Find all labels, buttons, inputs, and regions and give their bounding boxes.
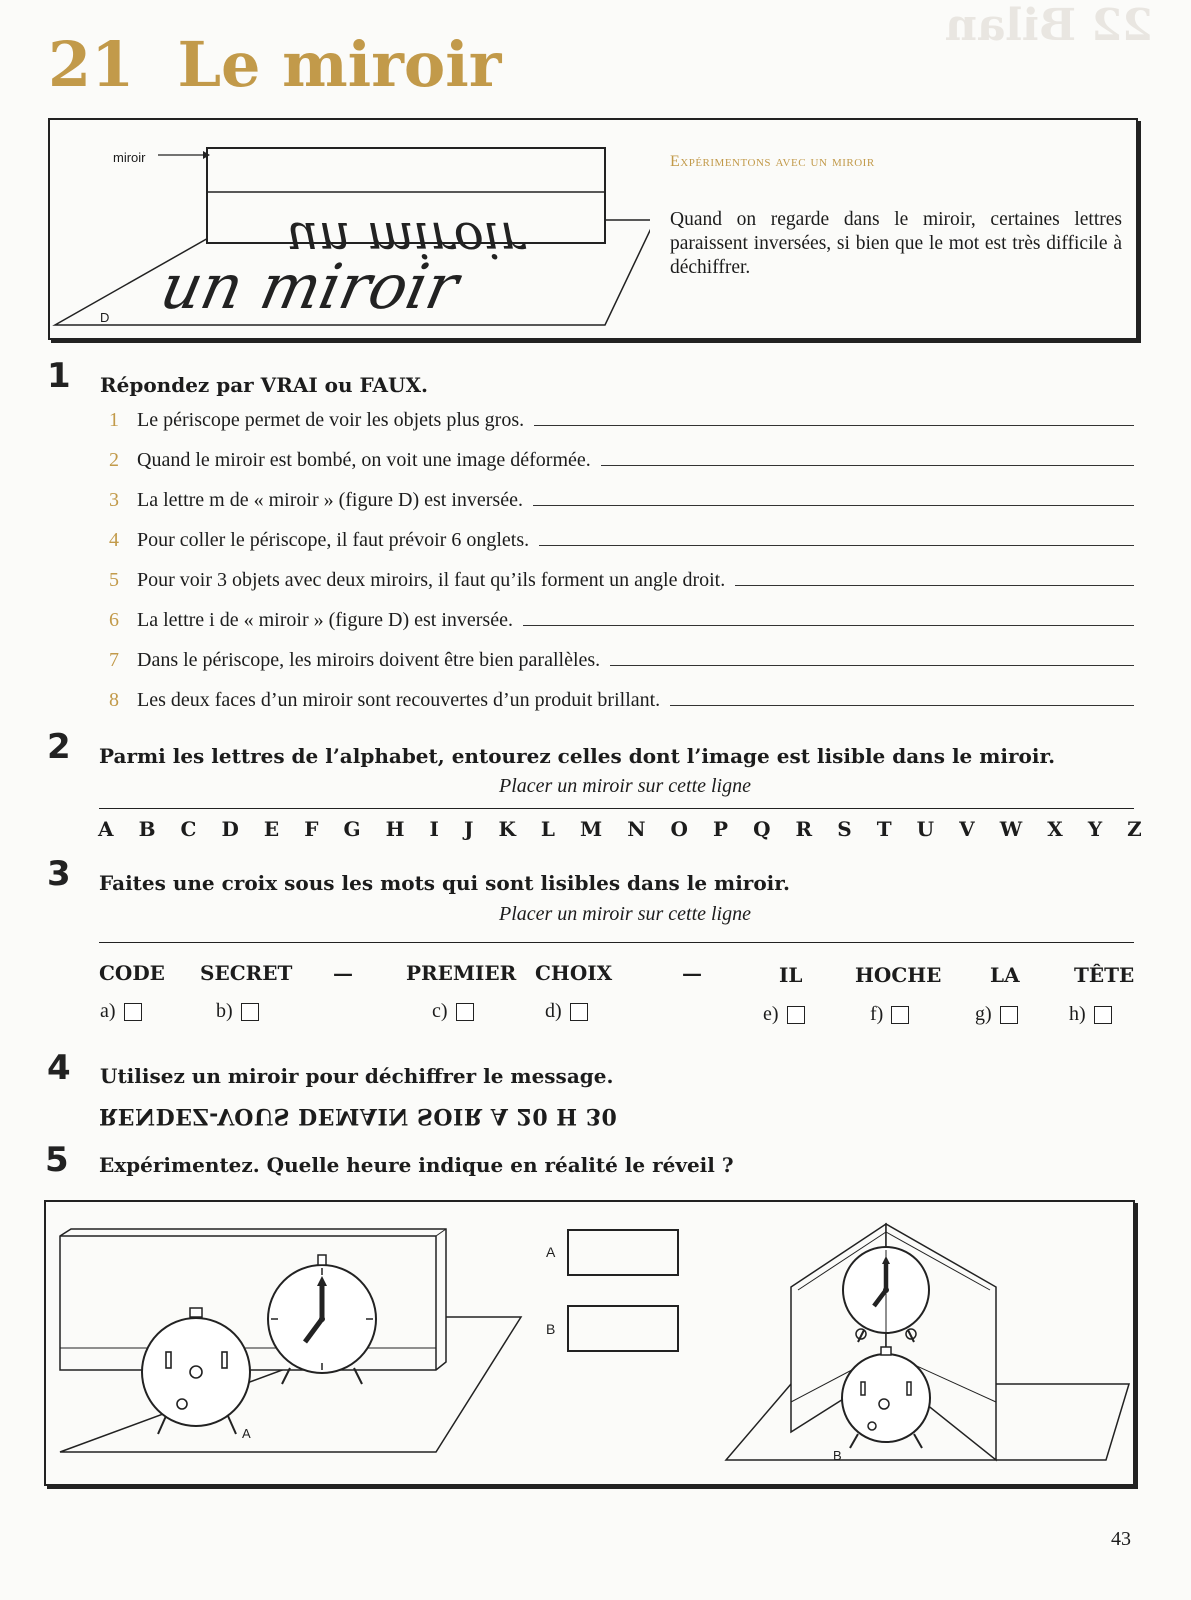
letter[interactable]: A	[98, 817, 114, 841]
answer-line[interactable]	[523, 624, 1134, 626]
question-number: 1	[109, 409, 119, 431]
question-number: 5	[109, 569, 119, 591]
question-number: 2	[109, 449, 119, 471]
exercise-1-number: 1	[47, 356, 71, 396]
letter[interactable]: T	[876, 817, 892, 841]
figure-word: un miroir	[154, 250, 465, 323]
answer-box-a	[568, 1230, 678, 1275]
option-a	[100, 1000, 142, 1023]
separator-dash: —	[333, 961, 353, 985]
answer-line[interactable]	[610, 664, 1134, 666]
answer-label-a: A	[546, 1244, 556, 1260]
question-row	[109, 682, 1134, 712]
word-code: CODE	[99, 961, 165, 985]
letter[interactable]: E	[263, 817, 280, 841]
exercise-4-title: Utilisez un miroir pour déchiffrer le message.	[100, 1064, 614, 1088]
question-text: Pour voir 3 objets avec deux miroirs, il faut qu’ils forment un angle droit.	[137, 569, 726, 591]
option-h	[1069, 1003, 1112, 1026]
letter[interactable]: O	[670, 817, 688, 841]
letter[interactable]: K	[498, 817, 516, 841]
question-number: 8	[109, 689, 119, 711]
letter[interactable]: R	[795, 817, 813, 841]
answer-line[interactable]	[539, 544, 1134, 546]
exercise-1-title: Répondez par VRAI ou FAUX.	[100, 373, 428, 397]
checkbox[interactable]	[1094, 1006, 1112, 1024]
question-text: Le périscope permet de voir les objets plus gros.	[137, 409, 525, 431]
checkbox[interactable]	[1000, 1006, 1018, 1024]
letter[interactable]: G	[343, 817, 361, 841]
question-text: La lettre i de « miroir » (figure D) est inversée.	[137, 609, 513, 631]
letter[interactable]: N	[627, 817, 646, 841]
option-label: h)	[1069, 1003, 1086, 1025]
exercise-4-number: 4	[47, 1048, 71, 1088]
letter[interactable]: W	[999, 817, 1023, 841]
question-row	[109, 482, 1134, 512]
intro-text: Quand on regarde dans le miroir, certaines lettres paraissent inversées, si bien que le mot est très difficile à déchiffrer.	[670, 209, 1122, 278]
exercise-2-number: 2	[47, 727, 71, 767]
clock-label-b: B	[833, 1448, 842, 1463]
letter[interactable]: P	[712, 817, 729, 841]
letter[interactable]: I	[429, 817, 439, 841]
question-number: 7	[109, 649, 119, 671]
mirror-line	[99, 808, 1134, 809]
word-premier: PREMIER	[406, 961, 517, 985]
question-row	[109, 642, 1134, 672]
question-text: Les deux faces d’un miroir sont recouvertes d’un produit brillant.	[137, 689, 661, 711]
option-f	[870, 1003, 909, 1026]
mirror-line-label: Placer un miroir sur cette ligne	[499, 775, 751, 797]
question-row	[109, 402, 1134, 432]
exercise-2-title: Parmi les lettres de l’alphabet, entourez celles dont l’image est lisible dans le miroir.	[99, 744, 1056, 768]
option-e	[763, 1003, 805, 1026]
page-title: 21 Le miroir	[48, 28, 502, 101]
checkbox[interactable]	[456, 1003, 474, 1021]
option-b	[216, 1000, 259, 1023]
word-choix: CHOIX	[535, 961, 613, 985]
question-row	[109, 562, 1134, 592]
letter[interactable]: D	[221, 817, 239, 841]
question-row	[109, 442, 1134, 472]
mirrored-message: RENDEZ-VOUS DEMAIN SOIR A 20 H 30	[99, 1103, 618, 1129]
mirror-line-label: Placer un miroir sur cette ligne	[499, 903, 751, 925]
word-hoche: HOCHE	[855, 963, 942, 987]
letter[interactable]: M	[580, 817, 603, 841]
option-label: b)	[216, 1000, 233, 1022]
checkbox[interactable]	[787, 1006, 805, 1024]
figure-label-d: D	[100, 310, 110, 325]
answer-box-b	[568, 1306, 678, 1351]
clock-label-a: A	[242, 1426, 251, 1441]
question-number: 6	[109, 609, 119, 631]
question-text: La lettre m de « miroir » (figure D) est inversée.	[137, 489, 523, 511]
alphabet-letters	[98, 817, 1142, 841]
letter[interactable]: L	[540, 817, 555, 841]
checkbox[interactable]	[891, 1006, 909, 1024]
letter[interactable]: F	[304, 817, 319, 841]
word-tete: TÊTE	[1074, 963, 1135, 987]
option-label: e)	[763, 1003, 779, 1025]
checkbox[interactable]	[570, 1003, 588, 1021]
intro-heading: Expérimentons avec un miroir	[670, 153, 875, 170]
separator-dash: —	[682, 961, 702, 985]
option-label: a)	[100, 1000, 116, 1022]
mirror-line	[99, 942, 1134, 943]
letter[interactable]: Y	[1087, 817, 1103, 841]
answer-line[interactable]	[534, 424, 1134, 426]
word-secret: SECRET	[200, 961, 293, 985]
option-d	[545, 1000, 588, 1023]
checkbox[interactable]	[241, 1003, 259, 1021]
exercise-5-title: Expérimentez. Quelle heure indique en réalité le réveil ?	[99, 1153, 734, 1177]
letter[interactable]: V	[959, 817, 975, 841]
answer-label-b: B	[546, 1321, 556, 1337]
question-text: Dans le périscope, les miroirs doivent être bien parallèles.	[137, 649, 601, 671]
answer-line[interactable]	[601, 464, 1134, 466]
question-number: 4	[109, 529, 119, 551]
option-label: d)	[545, 1000, 562, 1022]
option-label: f)	[870, 1003, 884, 1025]
option-g	[975, 1003, 1018, 1026]
checkbox[interactable]	[124, 1003, 142, 1021]
question-row	[109, 602, 1134, 632]
exercise-3-title: Faites une croix sous les mots qui sont lisibles dans le miroir.	[99, 871, 790, 895]
page-number: 43	[1111, 1528, 1131, 1550]
letter[interactable]: U	[916, 817, 935, 841]
word-il: IL	[779, 963, 803, 987]
letter[interactable]: Q	[753, 817, 771, 841]
letter[interactable]: X	[1047, 817, 1063, 841]
letter[interactable]: S	[837, 817, 852, 841]
clocks-figure	[46, 1202, 1132, 1484]
answer-line[interactable]	[533, 504, 1134, 506]
letter[interactable]: H	[385, 817, 405, 841]
answer-line[interactable]	[735, 584, 1134, 586]
exercise-5-number: 5	[45, 1140, 69, 1180]
letter[interactable]: C	[180, 817, 197, 841]
question-number: 3	[109, 489, 119, 511]
letter[interactable]: B	[138, 817, 156, 841]
question-text: Pour coller le périscope, il faut prévoir 6 onglets.	[137, 529, 530, 551]
letter[interactable]: Z	[1127, 817, 1142, 841]
option-c	[432, 1000, 474, 1023]
question-row	[109, 522, 1134, 552]
option-label: c)	[432, 1000, 448, 1022]
answer-line[interactable]	[670, 704, 1134, 706]
letter[interactable]: J	[463, 817, 474, 841]
exercise-3-number: 3	[47, 854, 71, 894]
option-label: g)	[975, 1003, 992, 1025]
figure-reflected-word: un miroir	[286, 211, 524, 269]
figure-label-miroir: miroir	[113, 150, 146, 165]
question-text: Quand le miroir est bombé, on voit une image déformée.	[137, 449, 591, 471]
next-chapter-ghost-title: 22 Bilan	[945, 0, 1153, 51]
word-la: LA	[990, 963, 1020, 987]
